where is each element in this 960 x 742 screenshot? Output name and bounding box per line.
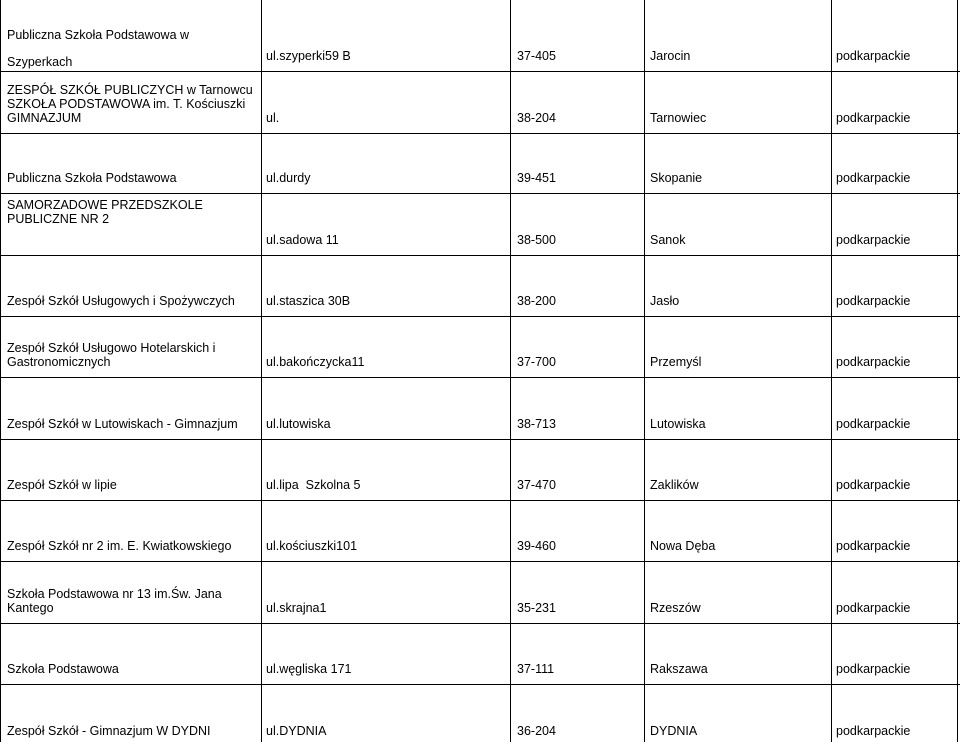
city: Zaklików	[650, 478, 699, 492]
school-name: Publiczna Szkoła Podstawowa w Szyperkach	[7, 28, 190, 69]
row-divider	[0, 623, 960, 624]
region: podkarpackie	[836, 539, 911, 553]
region: podkarpackie	[836, 294, 911, 308]
postal-code: 35-231	[517, 601, 556, 615]
school-name: Publiczna Szkoła Podstawowa	[7, 171, 177, 185]
postal-code: 37-470	[517, 478, 556, 492]
row-divider	[0, 561, 960, 562]
street: ul.lutowiska	[266, 417, 331, 431]
postal-code: 38-713	[517, 417, 556, 431]
region: podkarpackie	[836, 601, 911, 615]
street: ul.staszica 30B	[266, 294, 351, 308]
school-name: SAMORZADOWE PRZEDSZKOLE PUBLICZNE NR 2	[7, 198, 203, 226]
street: ul.	[266, 111, 280, 125]
region: podkarpackie	[836, 417, 911, 431]
street: ul.kościuszki101	[266, 539, 358, 553]
row-divider	[0, 255, 960, 256]
street: ul.węgliska 171	[266, 662, 352, 676]
school-name: Zespół Szkół - Gimnazjum W DYDNI	[7, 724, 211, 738]
city: Lutowiska	[650, 417, 706, 431]
postal-code: 37-111	[517, 662, 555, 676]
street: ul.durdy	[266, 171, 311, 185]
school-name: Szkoła Podstawowa	[7, 662, 119, 676]
school-name: Zespół Szkół Usługowych i Spożywczych	[7, 294, 235, 308]
postal-code: 39-451	[517, 171, 556, 185]
row-divider	[0, 316, 960, 317]
school-name: Zespół Szkół w lipie	[7, 478, 117, 492]
school-name: Zespół Szkół Usługowo Hotelarskich i Gastronomicznych	[7, 341, 216, 369]
postal-code: 38-204	[517, 111, 556, 125]
column-divider	[831, 0, 832, 742]
street: ul.sadowa 11	[266, 233, 339, 247]
region: podkarpackie	[836, 355, 911, 369]
school-name: Szkoła Podstawowa nr 13 im.Św. Jana Kantego	[7, 587, 222, 615]
postal-code: 38-200	[517, 294, 556, 308]
region: podkarpackie	[836, 233, 911, 247]
postal-code: 37-700	[517, 355, 556, 369]
row-divider	[0, 500, 960, 501]
city: Sanok	[650, 233, 686, 247]
street: ul.szyperki59 B	[266, 49, 351, 63]
city: Tarnowiec	[650, 111, 707, 125]
table-border-right	[957, 0, 958, 742]
column-divider	[510, 0, 511, 742]
postal-code: 39-460	[517, 539, 556, 553]
city: Rakszawa	[650, 662, 708, 676]
city: Rzeszów	[650, 601, 701, 615]
street: ul.DYDNIA	[266, 724, 327, 738]
region: podkarpackie	[836, 49, 911, 63]
city: Nowa Dęba	[650, 539, 716, 553]
school-name: Zespół Szkół nr 2 im. E. Kwiatkowskiego	[7, 539, 232, 553]
region: podkarpackie	[836, 478, 911, 492]
region: podkarpackie	[836, 724, 911, 738]
row-divider	[0, 377, 960, 378]
school-name: Zespół Szkół w Lutowiskach - Gimnazjum	[7, 417, 238, 431]
column-divider	[644, 0, 645, 742]
column-divider	[261, 0, 262, 742]
region: podkarpackie	[836, 171, 911, 185]
table-border-left	[0, 0, 1, 742]
postal-code: 36-204	[517, 724, 556, 738]
row-divider	[0, 193, 960, 194]
region: podkarpackie	[836, 662, 911, 676]
city: DYDNIA	[650, 724, 698, 738]
city: Przemyśl	[650, 355, 702, 369]
city: Jarocin	[650, 49, 691, 63]
row-divider	[0, 684, 960, 685]
street: ul.skrajna1	[266, 601, 327, 615]
row-divider	[0, 133, 960, 134]
city: Skopanie	[650, 171, 703, 185]
postal-code: 37-405	[517, 49, 556, 63]
postal-code: 38-500	[517, 233, 556, 247]
row-divider	[0, 439, 960, 440]
street: ul.lipa Szkolna 5	[266, 478, 361, 492]
school-name: ZESPÓŁ SZKÓŁ PUBLICZYCH w Tarnowcu SZKOŁA PODSTAWOWA im. T. Kościuszki GIMNAZJUM	[7, 83, 253, 125]
city: Jasło	[650, 294, 680, 308]
region: podkarpackie	[836, 111, 911, 125]
street: ul.bakończycka11	[266, 355, 365, 369]
